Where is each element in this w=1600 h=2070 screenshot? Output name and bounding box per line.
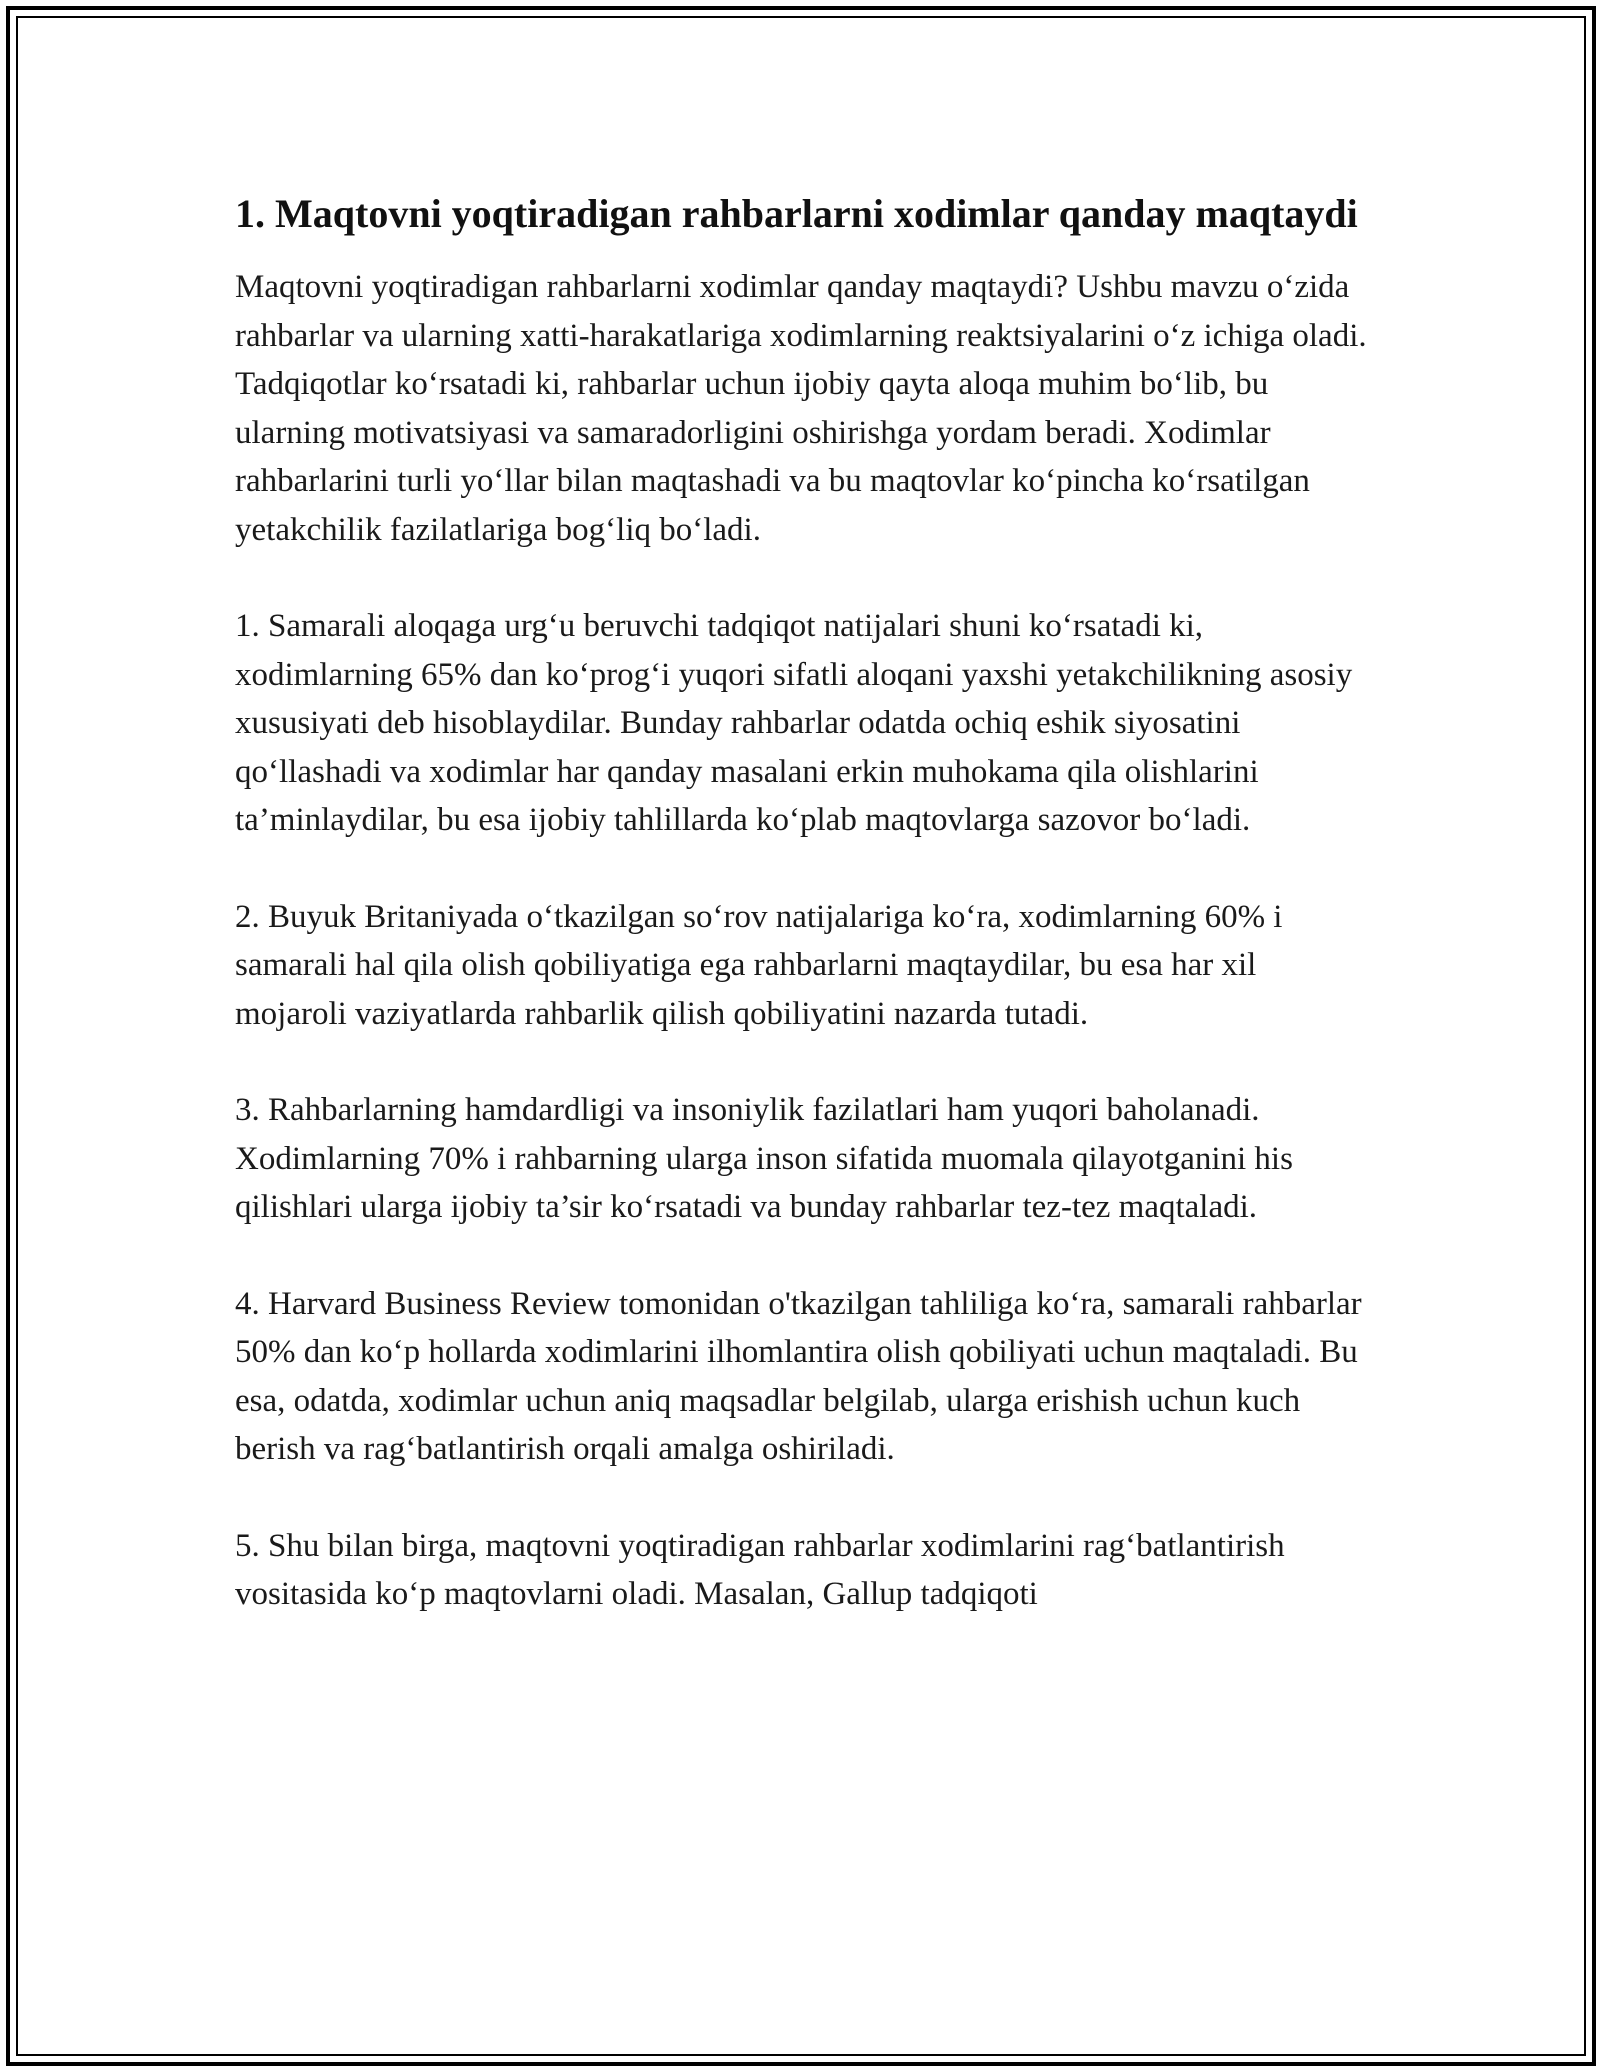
point-3-paragraph: 3. Rahbarlarning hamdardligi va insoniylik fazilatlari ham yuqori baholanadi. Xodimlarning 70% i rahbarning ularga inson sifatida muomala qilayotganini his qilishlari ularga ijobiy ta’sir ko‘rsatadi va bunday rahbarlar tez-tez maqtaladi.: [235, 1092, 1293, 1225]
document-body: [235, 186, 1370, 1619]
point-2-paragraph: 2. Buyuk Britaniyada o‘tkazilgan so‘rov natijalariga ko‘ra, xodimlarning 60% i samarali hal qila olish qobiliyatiga ega rahbarlarni maqtaydilar, bu esa har xil mojaroli vaziyatlarda rahbarlik qilish qobiliyatini nazarda tutadi.: [235, 898, 1283, 1032]
intro-paragraph: Maqtovni yoqtiradigan rahbarlarni xodimlar qanday maqtaydi? Ushbu mavzu o‘zida rahbarlar va ularning xatti-harakatlariga xodimlarning reaktsiyalarini o‘z ichiga oladi. Tadqiqotlar ko‘rsatadi ki, rahbarlar uchun ijobiy qayta aloqa muhim bo‘lib, bu ularning motivatsiyasi va samaradorligini oshirishga yordam beradi. Xodimlar rahbarlarini turli yo‘llar bilan maqtashadi va bu maqtovlar ko‘pincha ko‘rsatilgan yetakchilik fazilatlariga bog‘liq bo‘ladi.: [235, 269, 1367, 548]
document-title: 1. Maqtovni yoqtiradigan rahbarlarni xodimlar qanday maqtaydi: [235, 191, 1358, 236]
point-5-paragraph: 5. Shu bilan birga, maqtovni yoqtiradigan rahbarlar xodimlarini rag‘batlantirish vositasida ko‘p maqtovlarni oladi. Masalan, Gallup tadqiqoti: [235, 1527, 1285, 1612]
point-1-paragraph: 1. Samarali aloqaga urg‘u beruvchi tadqiqot natijalari shuni ko‘rsatadi ki, xodimlarning 65% dan ko‘prog‘i yuqori sifatli aloqani yaxshi yetakchilikning asosiy xususiyati deb hisoblaydilar. Bunday rahbarlar odatda ochiq eshik siyosatini qo‘llashadi va xodimlar har qanday masalani erkin muhokama qila olishlarini ta’minlaydilar, bu esa ijobiy tahlillarda ko‘plab maqtovlarga sazovor bo‘ladi.: [235, 608, 1353, 838]
point-4-paragraph: 4. Harvard Business Review tomonidan o'tkazilgan tahliliga ko‘ra, samarali rahbarlar 50% dan ko‘p hollarda xodimlarini ilhomlantira olish qobiliyati uchun maqtaladi. Bu esa, odatda, xodimlar uchun aniq maqsadlar belgilab, ularga erishish uchun kuch berish va rag‘batlantirish orqali amalga oshiriladi.: [235, 1285, 1362, 1467]
